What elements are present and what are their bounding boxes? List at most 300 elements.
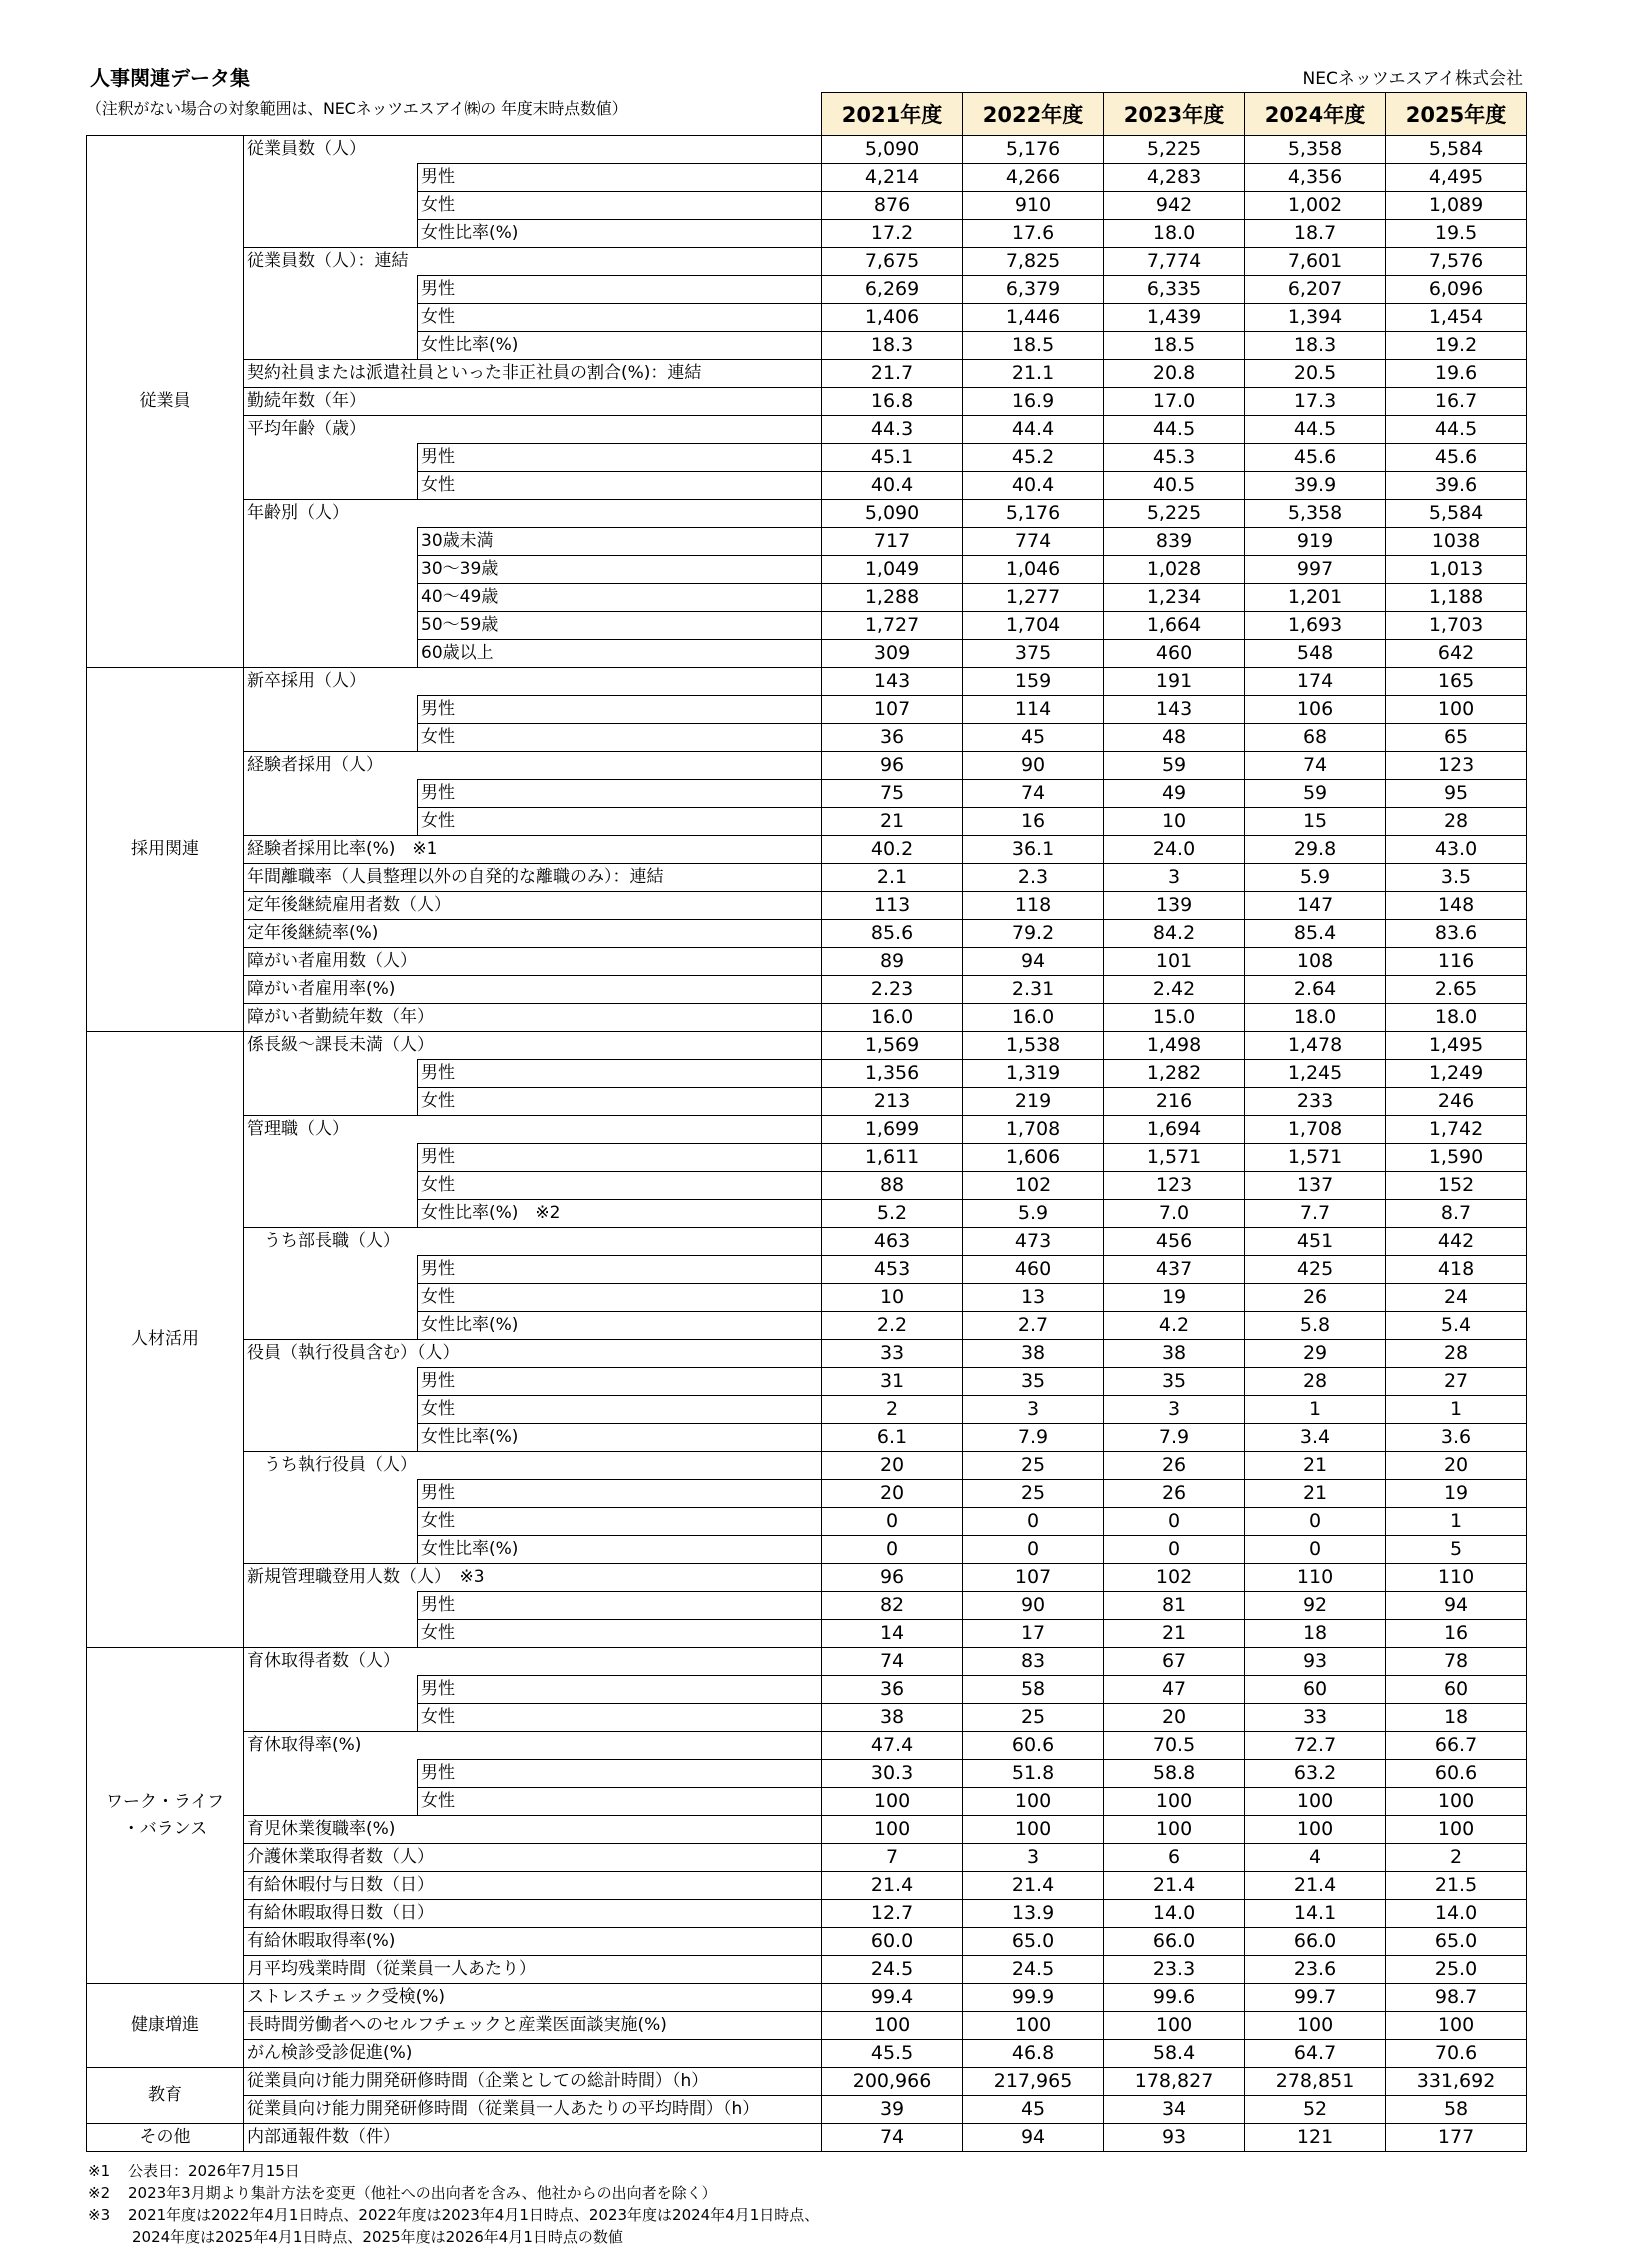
value-cell: 1,394: [1245, 304, 1386, 332]
indent-cell: [244, 1480, 418, 1508]
value-cell: 1,571: [1104, 1144, 1245, 1172]
row-sublabel: 女性: [418, 304, 822, 332]
value-cell: 0: [822, 1508, 963, 1536]
row-label: 契約社員または派遣社員といった非正社員の割合(%)：連結: [244, 360, 822, 388]
value-cell: 191: [1104, 668, 1245, 696]
value-cell: 5,090: [822, 136, 963, 164]
indent-cell: [244, 556, 418, 584]
table-row: [87, 1424, 1527, 1452]
value-cell: 102: [963, 1172, 1104, 1200]
table-row: [87, 472, 1527, 500]
table-row: [87, 2040, 1527, 2068]
value-cell: 18.0: [1386, 1004, 1527, 1032]
value-cell: 6,379: [963, 276, 1104, 304]
footnote: [88, 2182, 717, 2204]
value-cell: 2.3: [963, 864, 1104, 892]
table-row: [87, 1760, 1527, 1788]
value-cell: 425: [1245, 1256, 1386, 1284]
value-cell: 460: [963, 1256, 1104, 1284]
value-cell: 1038: [1386, 528, 1527, 556]
value-cell: 143: [822, 668, 963, 696]
value-cell: 40.2: [822, 836, 963, 864]
value-cell: 217,965: [963, 2068, 1104, 2096]
value-cell: 45.2: [963, 444, 1104, 472]
value-cell: 39: [822, 2096, 963, 2124]
value-cell: 19.5: [1386, 220, 1527, 248]
row-label: 従業員数（人）：連結: [244, 248, 822, 276]
value-cell: 6,269: [822, 276, 963, 304]
row-label: 勤続年数（年）: [244, 388, 822, 416]
year-header: 2023年度: [1104, 93, 1245, 136]
value-cell: 88: [822, 1172, 963, 1200]
value-cell: 375: [963, 640, 1104, 668]
value-cell: 19: [1104, 1284, 1245, 1312]
value-cell: 44.4: [963, 416, 1104, 444]
value-cell: 418: [1386, 1256, 1527, 1284]
value-cell: 1,611: [822, 1144, 963, 1172]
value-cell: 3: [963, 1844, 1104, 1872]
table-row: [87, 1676, 1527, 1704]
value-cell: 2.31: [963, 976, 1104, 1004]
value-cell: 18.5: [963, 332, 1104, 360]
value-cell: 5,584: [1386, 136, 1527, 164]
value-cell: 25: [963, 1452, 1104, 1480]
table-row: [87, 696, 1527, 724]
value-cell: 1,089: [1386, 192, 1527, 220]
value-cell: 174: [1245, 668, 1386, 696]
value-cell: 2.1: [822, 864, 963, 892]
section-label: 採用関連: [87, 668, 244, 1032]
value-cell: 45.3: [1104, 444, 1245, 472]
table-row: [87, 136, 1527, 164]
table-row: [87, 444, 1527, 472]
value-cell: 15.0: [1104, 1004, 1245, 1032]
value-cell: 1,406: [822, 304, 963, 332]
document-title: 人事関連データ集: [90, 66, 250, 90]
value-cell: 21.4: [1104, 1872, 1245, 1900]
table-row: [87, 388, 1527, 416]
value-cell: 5,584: [1386, 500, 1527, 528]
value-cell: 4: [1245, 1844, 1386, 1872]
value-cell: 24.0: [1104, 836, 1245, 864]
table-row: [87, 2124, 1527, 2152]
value-cell: 219: [963, 1088, 1104, 1116]
value-cell: 66.7: [1386, 1732, 1527, 1760]
section-label-line: ・バランス: [122, 1818, 208, 1839]
value-cell: 14: [822, 1620, 963, 1648]
value-cell: 44.5: [1245, 416, 1386, 444]
row-sublabel: 40～49歳: [418, 584, 822, 612]
value-cell: 18: [1386, 1704, 1527, 1732]
value-cell: 2.65: [1386, 976, 1527, 1004]
value-cell: 74: [822, 1648, 963, 1676]
value-cell: 100: [963, 1816, 1104, 1844]
value-cell: 17.2: [822, 220, 963, 248]
table-row: [87, 1900, 1527, 1928]
value-cell: 5,358: [1245, 136, 1386, 164]
value-cell: 96: [822, 1564, 963, 1592]
value-cell: 4,266: [963, 164, 1104, 192]
value-cell: 3: [963, 1396, 1104, 1424]
value-cell: 106: [1245, 696, 1386, 724]
table-row: [87, 1620, 1527, 1648]
value-cell: 100: [1386, 2012, 1527, 2040]
value-cell: 100: [1104, 2012, 1245, 2040]
value-cell: 99.9: [963, 1984, 1104, 2012]
value-cell: 65: [1386, 724, 1527, 752]
value-cell: 1,708: [1245, 1116, 1386, 1144]
value-cell: 1: [1245, 1396, 1386, 1424]
value-cell: 7.9: [1104, 1424, 1245, 1452]
value-cell: 12.7: [822, 1900, 963, 1928]
value-cell: 6.1: [822, 1424, 963, 1452]
row-label: 平均年齢（歳）: [244, 416, 822, 444]
value-cell: 100: [822, 1788, 963, 1816]
value-cell: 139: [1104, 892, 1245, 920]
value-cell: 24.5: [963, 1956, 1104, 1984]
value-cell: 36: [822, 1676, 963, 1704]
value-cell: 165: [1386, 668, 1527, 696]
value-cell: 95: [1386, 780, 1527, 808]
footnote-mark: ※1: [88, 2162, 111, 2180]
row-label: 経験者採用（人）: [244, 752, 822, 780]
value-cell: 89: [822, 948, 963, 976]
value-cell: 200,966: [822, 2068, 963, 2096]
value-cell: 29.8: [1245, 836, 1386, 864]
value-cell: 44.5: [1386, 416, 1527, 444]
value-cell: 90: [963, 752, 1104, 780]
value-cell: 34: [1104, 2096, 1245, 2124]
row-label: 管理職（人）: [244, 1116, 822, 1144]
value-cell: 100: [1245, 1788, 1386, 1816]
value-cell: 26: [1245, 1284, 1386, 1312]
value-cell: 33: [1245, 1704, 1386, 1732]
table-row: [87, 1984, 1527, 2012]
row-label: 新規管理職登用人数（人） ※3: [244, 1564, 822, 1592]
row-sublabel: 50～59歳: [418, 612, 822, 640]
row-label: 月平均残業時間（従業員一人あたり）: [244, 1956, 822, 1984]
value-cell: 6,335: [1104, 276, 1245, 304]
row-label: 有給休暇取得日数（日）: [244, 1900, 822, 1928]
value-cell: 123: [1104, 1172, 1245, 1200]
value-cell: 5: [1386, 1536, 1527, 1564]
value-cell: 99.4: [822, 1984, 963, 2012]
row-sublabel: 女性: [418, 1396, 822, 1424]
indent-cell: [244, 696, 418, 724]
value-cell: 148: [1386, 892, 1527, 920]
table-row: [87, 1116, 1527, 1144]
value-cell: 16.7: [1386, 388, 1527, 416]
value-cell: 997: [1245, 556, 1386, 584]
value-cell: 5.8: [1245, 1312, 1386, 1340]
value-cell: 0: [822, 1536, 963, 1564]
value-cell: 74: [822, 2124, 963, 2152]
section-label: [87, 1648, 244, 1984]
row-label: がん検診受診促進(%): [244, 2040, 822, 2068]
value-cell: 100: [963, 1788, 1104, 1816]
value-cell: 0: [1104, 1508, 1245, 1536]
value-cell: 44.3: [822, 416, 963, 444]
row-sublabel: 女性比率(%): [418, 220, 822, 248]
row-label: 従業員向け能力開発研修時間（従業員一人あたりの平均時間）（h）: [244, 2096, 822, 2124]
value-cell: 18.0: [1245, 1004, 1386, 1032]
table-row: [87, 836, 1527, 864]
value-cell: 100: [1104, 1788, 1245, 1816]
value-cell: 4,495: [1386, 164, 1527, 192]
value-cell: 717: [822, 528, 963, 556]
value-cell: 910: [963, 192, 1104, 220]
row-label: 年齢別（人）: [244, 500, 822, 528]
indent-cell: [244, 276, 418, 304]
row-label: 育休取得率(%): [244, 1732, 822, 1760]
value-cell: 64.7: [1245, 2040, 1386, 2068]
value-cell: 309: [822, 640, 963, 668]
table-row: [87, 1228, 1527, 1256]
table-row: [87, 2012, 1527, 2040]
value-cell: 44.5: [1104, 416, 1245, 444]
value-cell: 85.6: [822, 920, 963, 948]
value-cell: 19.2: [1386, 332, 1527, 360]
indent-cell: [244, 612, 418, 640]
table-row: [87, 920, 1527, 948]
table-row: [87, 1648, 1527, 1676]
value-cell: 18.0: [1104, 220, 1245, 248]
row-sublabel: 女性: [418, 1620, 822, 1648]
indent-cell: [244, 1368, 418, 1396]
value-cell: 48: [1104, 724, 1245, 752]
row-label: 従業員数（人）: [244, 136, 822, 164]
indent-cell: [244, 528, 418, 556]
value-cell: 110: [1245, 1564, 1386, 1592]
value-cell: 876: [822, 192, 963, 220]
value-cell: 116: [1386, 948, 1527, 976]
footnote-mark: ※2: [88, 2184, 111, 2202]
value-cell: 1,188: [1386, 584, 1527, 612]
row-label: 従業員向け能力開発研修時間（企業としての総計時間）（h）: [244, 2068, 822, 2096]
value-cell: 1,478: [1245, 1032, 1386, 1060]
indent-cell: [244, 444, 418, 472]
value-cell: 33: [822, 1340, 963, 1368]
table-row: [87, 1816, 1527, 1844]
value-cell: 15: [1245, 808, 1386, 836]
value-cell: 216: [1104, 1088, 1245, 1116]
value-cell: 1,571: [1245, 1144, 1386, 1172]
value-cell: 1,498: [1104, 1032, 1245, 1060]
value-cell: 98.7: [1386, 1984, 1527, 2012]
value-cell: 1,028: [1104, 556, 1245, 584]
section-label: 人材活用: [87, 1032, 244, 1648]
value-cell: 13.9: [963, 1900, 1104, 1928]
value-cell: 3: [1104, 864, 1245, 892]
value-cell: 3: [1104, 1396, 1245, 1424]
hr-data-table: [86, 92, 1527, 2152]
table-row: [87, 164, 1527, 192]
table-row: [87, 668, 1527, 696]
value-cell: 213: [822, 1088, 963, 1116]
value-cell: 65.0: [1386, 1928, 1527, 1956]
table-row: [87, 1592, 1527, 1620]
value-cell: 45: [963, 2096, 1104, 2124]
value-cell: 121: [1245, 2124, 1386, 2152]
value-cell: 70.6: [1386, 2040, 1527, 2068]
footnote-continuation: 2024年度は2025年4月1日時点、2025年度は2026年4月1日時点の数値: [132, 2228, 623, 2246]
value-cell: 45.6: [1386, 444, 1527, 472]
value-cell: 7,774: [1104, 248, 1245, 276]
value-cell: 1,049: [822, 556, 963, 584]
value-cell: 47: [1104, 1676, 1245, 1704]
value-cell: 49: [1104, 780, 1245, 808]
value-cell: 1,569: [822, 1032, 963, 1060]
value-cell: 113: [822, 892, 963, 920]
indent-cell: [244, 304, 418, 332]
value-cell: 1,703: [1386, 612, 1527, 640]
value-cell: 1,727: [822, 612, 963, 640]
value-cell: 51.8: [963, 1760, 1104, 1788]
table-row: [87, 1284, 1527, 1312]
table-row: [87, 1396, 1527, 1424]
footnote-text: 2021年度は2022年4月1日時点、2022年度は2023年4月1日時点、2023年度は2024年4月1日時点、: [128, 2206, 820, 2224]
value-cell: 99.6: [1104, 1984, 1245, 2012]
value-cell: 60.0: [822, 1928, 963, 1956]
value-cell: 16.0: [963, 1004, 1104, 1032]
value-cell: 5.9: [1245, 864, 1386, 892]
value-cell: 66.0: [1245, 1928, 1386, 1956]
value-cell: 20: [822, 1480, 963, 1508]
row-label: 有給休暇付与日数（日）: [244, 1872, 822, 1900]
value-cell: 7,576: [1386, 248, 1527, 276]
row-sublabel: 男性: [418, 1592, 822, 1620]
value-cell: 58.8: [1104, 1760, 1245, 1788]
row-sublabel: 男性: [418, 276, 822, 304]
table-row: [87, 1704, 1527, 1732]
value-cell: 94: [1386, 1592, 1527, 1620]
value-cell: 246: [1386, 1088, 1527, 1116]
indent-cell: [244, 472, 418, 500]
value-cell: 84.2: [1104, 920, 1245, 948]
value-cell: 1,590: [1386, 1144, 1527, 1172]
table-body: [87, 136, 1527, 2152]
indent-cell: [244, 192, 418, 220]
value-cell: 451: [1245, 1228, 1386, 1256]
value-cell: 1,201: [1245, 584, 1386, 612]
value-cell: 83.6: [1386, 920, 1527, 948]
value-cell: 27: [1386, 1368, 1527, 1396]
value-cell: 942: [1104, 192, 1245, 220]
value-cell: 21.1: [963, 360, 1104, 388]
table-row: [87, 1732, 1527, 1760]
value-cell: 66.0: [1104, 1928, 1245, 1956]
value-cell: 93: [1245, 1648, 1386, 1676]
indent-cell: [244, 1704, 418, 1732]
row-sublabel: 男性: [418, 1480, 822, 1508]
value-cell: 100: [822, 1816, 963, 1844]
value-cell: 19.6: [1386, 360, 1527, 388]
value-cell: 20: [822, 1452, 963, 1480]
value-cell: 45.5: [822, 2040, 963, 2068]
indent-cell: [244, 1620, 418, 1648]
table-row: [87, 500, 1527, 528]
value-cell: 21.5: [1386, 1872, 1527, 1900]
value-cell: 19: [1386, 1480, 1527, 1508]
row-label: 年間離職率（人員整理以外の自発的な離職のみ）：連結: [244, 864, 822, 892]
row-label: 有給休暇取得率(%): [244, 1928, 822, 1956]
value-cell: 16.0: [822, 1004, 963, 1032]
value-cell: 159: [963, 668, 1104, 696]
value-cell: 93: [1104, 2124, 1245, 2152]
value-cell: 26: [1104, 1452, 1245, 1480]
value-cell: 1,694: [1104, 1116, 1245, 1144]
value-cell: 96: [822, 752, 963, 780]
value-cell: 58: [1386, 2096, 1527, 2124]
value-cell: 10: [822, 1284, 963, 1312]
row-sublabel: 男性: [418, 1760, 822, 1788]
row-sublabel: 女性比率(%): [418, 1312, 822, 1340]
year-header: 2021年度: [822, 93, 963, 136]
value-cell: 63.2: [1245, 1760, 1386, 1788]
row-sublabel: 女性: [418, 1284, 822, 1312]
row-label: 長時間労働者へのセルフチェックと産業医面談実施(%): [244, 2012, 822, 2040]
table-row: [87, 1088, 1527, 1116]
value-cell: 100: [963, 2012, 1104, 2040]
value-cell: 60.6: [963, 1732, 1104, 1760]
value-cell: 2.2: [822, 1312, 963, 1340]
value-cell: 20: [1104, 1704, 1245, 1732]
table-row: [87, 1340, 1527, 1368]
value-cell: 58: [963, 1676, 1104, 1704]
table-row: [87, 584, 1527, 612]
value-cell: 78: [1386, 1648, 1527, 1676]
value-cell: 38: [963, 1340, 1104, 1368]
value-cell: 1,446: [963, 304, 1104, 332]
value-cell: 74: [1245, 752, 1386, 780]
value-cell: 0: [963, 1508, 1104, 1536]
footnote: [88, 2160, 300, 2182]
value-cell: 90: [963, 1592, 1104, 1620]
value-cell: 0: [1245, 1508, 1386, 1536]
value-cell: 35: [1104, 1368, 1245, 1396]
indent-cell: [244, 1312, 418, 1340]
indent-cell: [244, 1284, 418, 1312]
value-cell: 4,214: [822, 164, 963, 192]
value-cell: 23.3: [1104, 1956, 1245, 1984]
table-row: [87, 1452, 1527, 1480]
row-label: 定年後継続率(%): [244, 920, 822, 948]
value-cell: 1,245: [1245, 1060, 1386, 1088]
row-label: 障がい者勤続年数（年）: [244, 1004, 822, 1032]
value-cell: 2: [822, 1396, 963, 1424]
table-row: [87, 1144, 1527, 1172]
indent-cell: [244, 1508, 418, 1536]
company-name: NECネッツエスアイ株式会社: [1302, 69, 1523, 89]
value-cell: 79.2: [963, 920, 1104, 948]
value-cell: 28: [1386, 1340, 1527, 1368]
value-cell: 839: [1104, 528, 1245, 556]
value-cell: 100: [1245, 2012, 1386, 2040]
section-label-line: ワーク・ライフ: [106, 1791, 224, 1812]
value-cell: 21.7: [822, 360, 963, 388]
value-cell: 28: [1245, 1368, 1386, 1396]
value-cell: 177: [1386, 2124, 1527, 2152]
indent-cell: [244, 640, 418, 668]
value-cell: 5,358: [1245, 500, 1386, 528]
row-sublabel: 男性: [418, 1060, 822, 1088]
table-row: [87, 780, 1527, 808]
value-cell: 65.0: [963, 1928, 1104, 1956]
value-cell: 26: [1104, 1480, 1245, 1508]
value-cell: 5.4: [1386, 1312, 1527, 1340]
value-cell: 919: [1245, 528, 1386, 556]
value-cell: 40.4: [963, 472, 1104, 500]
